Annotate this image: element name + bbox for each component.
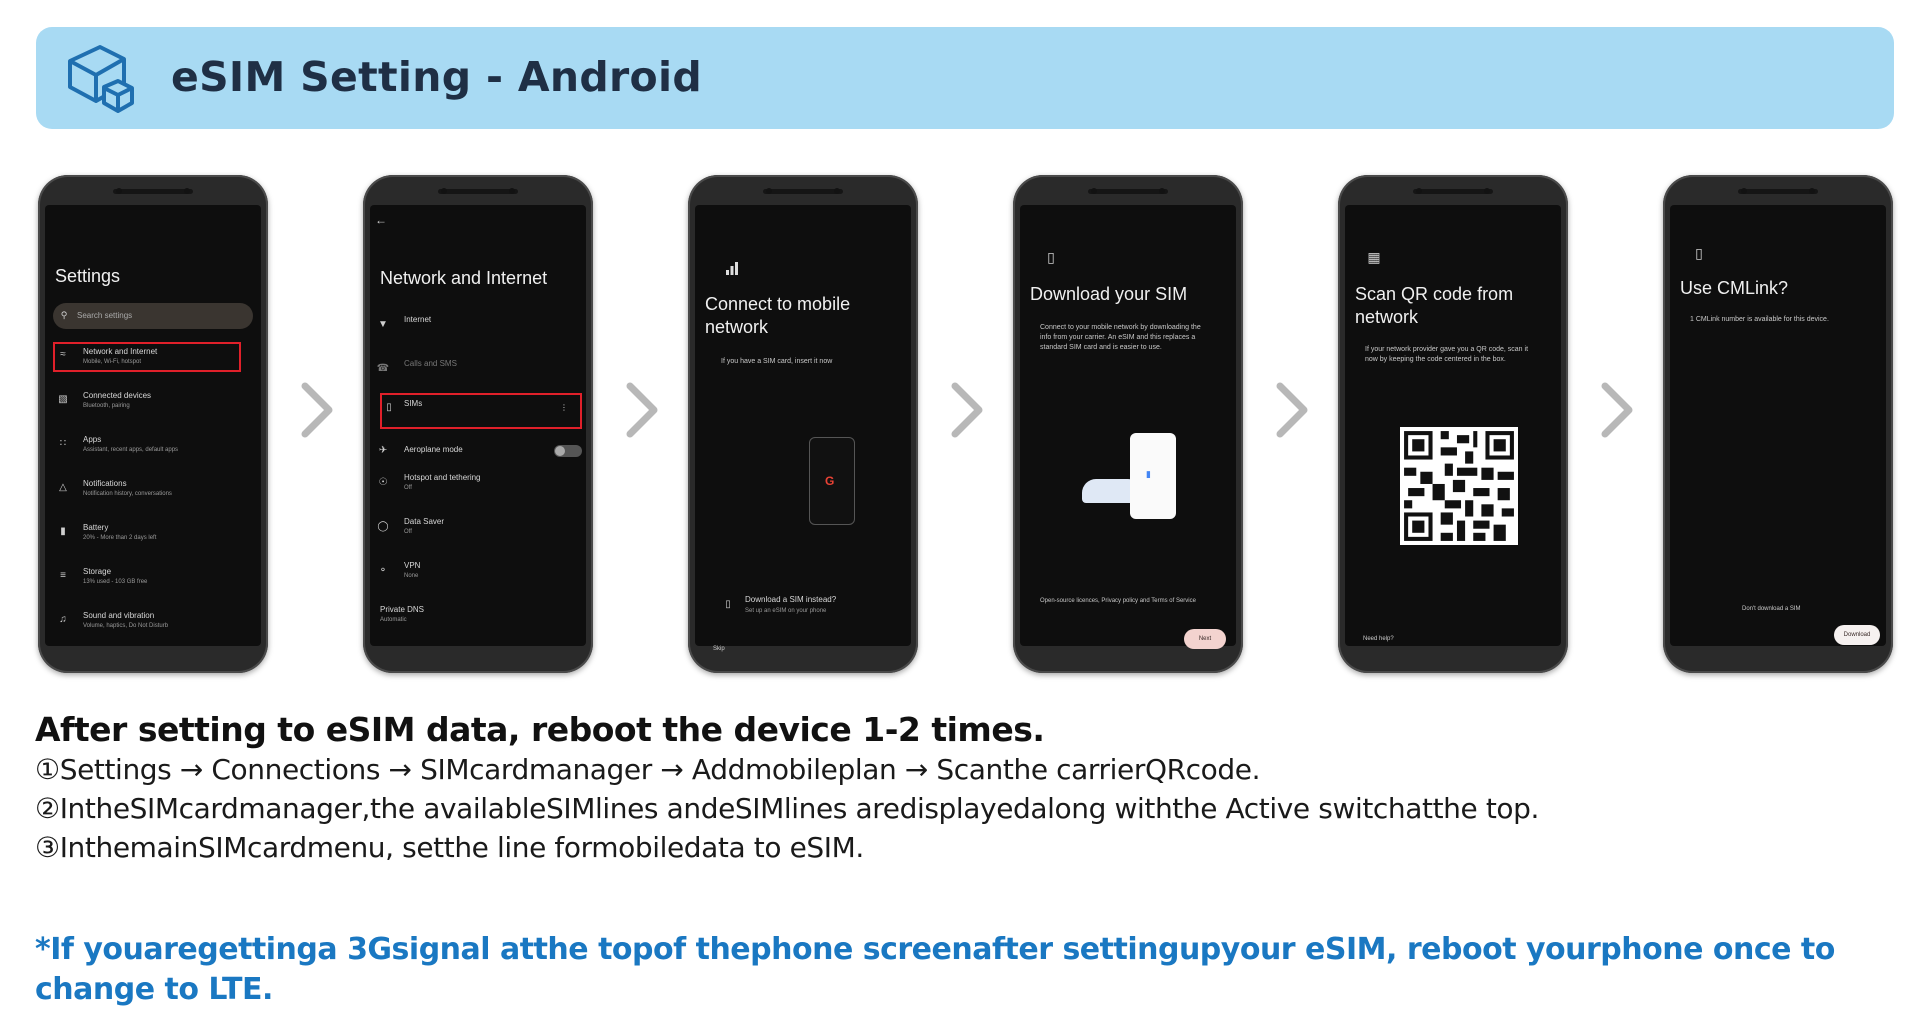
- help-link[interactable]: Need help?: [1363, 636, 1394, 642]
- bell-icon: △: [59, 482, 67, 493]
- skip-link[interactable]: Skip: [713, 646, 725, 652]
- hotspot-icon: ☉: [378, 477, 388, 488]
- settings-item-sub: Bluetooth, pairing: [83, 403, 130, 409]
- aeroplane-toggle[interactable]: [554, 445, 582, 457]
- screen-body: If your network provider gave you a QR code, scan it now by keeping the code centered in the box.: [1365, 346, 1529, 363]
- page-title: eSIM Setting - Android: [171, 53, 703, 101]
- chevron-right-icon: [947, 380, 987, 440]
- download-sim-sub: Set up an eSIM on your phone: [745, 608, 827, 614]
- screen-title: Use CMLink?: [1680, 278, 1789, 298]
- network-item-label[interactable]: SIMs: [404, 399, 423, 408]
- network-item-sub: Automatic: [380, 617, 407, 623]
- network-item-label[interactable]: Data Saver: [404, 517, 445, 526]
- phone-illustration: [1130, 433, 1176, 519]
- data-saver-icon: ◯: [377, 521, 389, 532]
- settings-item-label[interactable]: Apps: [83, 435, 102, 444]
- google-logo-icon: ▮: [1146, 469, 1151, 479]
- search-placeholder: Search settings: [77, 311, 133, 320]
- phone-settings: [38, 175, 268, 673]
- qr-scan-icon: ▦: [1367, 249, 1381, 265]
- phone-network: [363, 175, 593, 673]
- instruction-step: ②IntheSIMcardmanager,the availableSIMlines andeSIMlines aredisplayedalong withthe Active switchatthe top.: [35, 792, 1540, 825]
- settings-item-sub: Notification history, conversations: [83, 491, 172, 497]
- settings-item-sub: 20% - More than 2 days left: [83, 535, 157, 541]
- sim-download-icon: ▯: [1695, 245, 1703, 261]
- airplane-icon: ✈: [378, 445, 388, 456]
- sim-icon: ▯: [386, 402, 392, 413]
- skip-download-link[interactable]: Don't download a SIM: [1742, 606, 1801, 612]
- download-button[interactable]: Download: [1834, 625, 1880, 645]
- cube-box-icon: [60, 41, 138, 117]
- screen-title: Network and Internet: [380, 268, 548, 288]
- phone-screen: [45, 205, 261, 646]
- settings-item-sub: Mobile, Wi-Fi, hotspot: [83, 359, 142, 365]
- instruction-step: ①Settings → Connections → SIMcardmanager → Addmobileplan → Scanthe carrierQRcode.: [35, 753, 1261, 786]
- network-item-label[interactable]: Hotspot and tethering: [404, 473, 481, 482]
- phone-download: [1013, 175, 1243, 673]
- screen-body: If you have a SIM card, insert it now: [721, 358, 833, 365]
- signal-icon: [725, 261, 739, 275]
- wifi-icon: ▼: [378, 319, 388, 330]
- settings-item-sub: 13% used - 103 GB free: [83, 579, 148, 585]
- settings-item-label[interactable]: Storage: [83, 567, 112, 576]
- qr-code-image: [1400, 427, 1518, 545]
- back-arrow-icon[interactable]: ←: [375, 213, 387, 227]
- phone-screen: [1670, 205, 1886, 646]
- google-logo-icon: G: [825, 474, 835, 488]
- apps-icon: ∷: [59, 438, 67, 449]
- settings-item-label[interactable]: Notifications: [83, 479, 127, 488]
- battery-icon: ▮: [60, 526, 66, 537]
- devices-icon: ▧: [58, 394, 68, 405]
- phone-scan-qr: [1338, 175, 1568, 673]
- search-icon: ⚲: [60, 310, 68, 320]
- network-item-label[interactable]: VPN: [404, 561, 421, 570]
- screen-title: Connect to mobile network: [705, 294, 851, 337]
- network-item-label[interactable]: Calls and SMS: [404, 359, 457, 368]
- settings-item-label[interactable]: Network and Internet: [83, 347, 158, 356]
- sim-download-icon: ▯: [1047, 249, 1055, 265]
- chevron-right-icon: [1597, 380, 1637, 440]
- download-sim-link[interactable]: Download a SIM instead?: [745, 595, 837, 604]
- phone-illustration: [809, 437, 855, 525]
- wifi-icon: ≈: [60, 349, 66, 360]
- sound-icon: ♫: [59, 614, 67, 625]
- next-button[interactable]: Next: [1184, 629, 1226, 649]
- settings-item-label[interactable]: Battery: [83, 523, 109, 532]
- screen-title: Scan QR code from network: [1355, 284, 1514, 327]
- vpn-icon: ⚬: [378, 565, 388, 576]
- instructions: [35, 710, 1895, 867]
- storage-icon: ≡: [60, 570, 66, 581]
- screen-body: 1 CMLink number is available for this device.: [1690, 316, 1829, 323]
- settings-item-sub: Assistant, recent apps, default apps: [83, 447, 179, 453]
- phone-connect: [688, 175, 918, 673]
- more-vert-icon[interactable]: ⋮: [560, 403, 568, 412]
- legal-text[interactable]: Open-source licences, Privacy policy and Terms of Service: [1040, 598, 1196, 604]
- network-item-sub: Off: [404, 529, 412, 535]
- phone-screen: [1020, 205, 1236, 646]
- calls-icon: ☎: [376, 363, 390, 374]
- sim-download-icon: ▯: [725, 599, 731, 610]
- phone-screen: [1345, 205, 1561, 646]
- settings-item-label[interactable]: Connected devices: [83, 391, 152, 400]
- phone-screen: [370, 205, 586, 646]
- network-item-label[interactable]: Internet: [404, 315, 432, 324]
- network-item-sub: Off: [404, 485, 412, 491]
- screen-title: Download your SIM: [1030, 284, 1188, 304]
- chevron-right-icon: [1272, 380, 1312, 440]
- screen-body: Connect to your mobile network by downloading the info from your carrier. An eSIM and this replaces a standard SIM card and is easier to use.: [1040, 324, 1201, 351]
- network-item-label[interactable]: Aeroplane mode: [404, 445, 463, 454]
- settings-item-sub: Volume, haptics, Do Not Disturb: [83, 623, 169, 629]
- settings-item-label[interactable]: Sound and vibration: [83, 611, 155, 620]
- phone-screen: [695, 205, 911, 652]
- lte-note: *If youaregettinga 3Gsignal atthe topof thephone screenafter settingupyour eSIM, reboot yourphone once to change to LTE.: [35, 932, 1835, 1007]
- chevron-right-icon: [622, 380, 662, 440]
- instruction-step: ③InthemainSIMcardmenu, setthe line formobiledata to eSIM.: [35, 831, 864, 864]
- screen-title: Settings: [55, 266, 121, 286]
- network-item-label[interactable]: Private DNS: [380, 605, 425, 614]
- search-bar[interactable]: [53, 303, 253, 329]
- instructions-lead: After setting to eSIM data, reboot the device 1-2 times.: [35, 710, 1045, 749]
- header-banner: [36, 27, 1894, 129]
- chevron-right-icon: [297, 380, 337, 440]
- phone-use-cmlink: [1663, 175, 1893, 673]
- network-item-sub: None: [404, 573, 419, 579]
